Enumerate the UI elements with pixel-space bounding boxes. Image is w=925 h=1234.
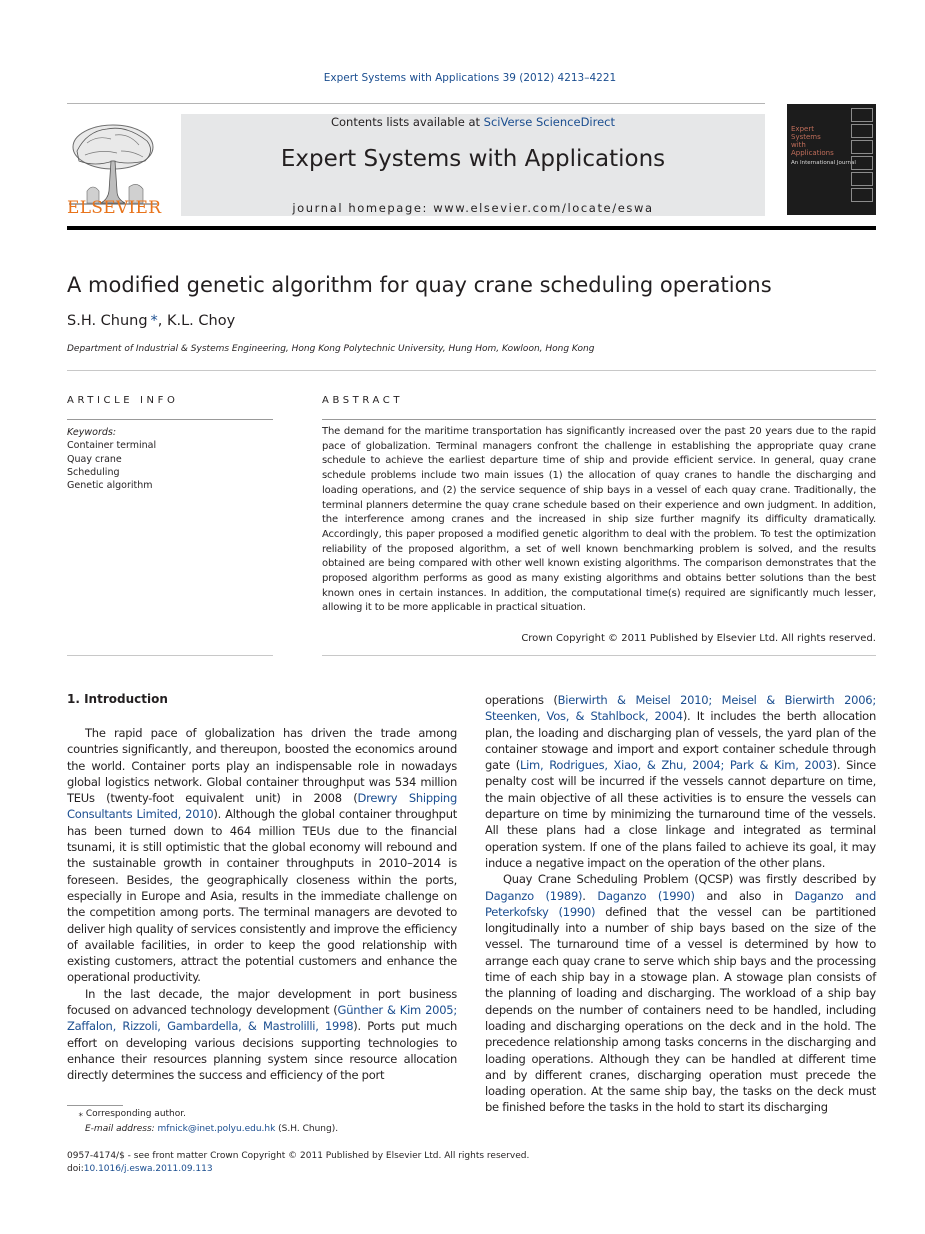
paragraph-text: ). Although the global container throughput has been turned down to 464 million TEUs due to the financial tsunami, it is still optimistic that the global economy will rebound and the sustainable growth in container throughputs in 2010–2014 is foreseen. Besides, the geographically closeness within the ports, especially in Europe and Asia, results in the immediate challenge on the competition among ports. The terminal managers are devoted to deliver high quality of services consistently and improve the efficiency of available facilities, in order to keep the good relationship with existing customers, attract the potential customers and enhance the operational productivity. xyxy=(67,807,457,985)
citation-link[interactable]: Lim, Rodrigues, Xiao, & Zhu, 2004; Park & Kim, 2003 xyxy=(519,758,833,773)
svg-text:Expert: Expert xyxy=(791,125,814,133)
doi-line xyxy=(67,1163,529,1176)
author-list xyxy=(67,313,235,329)
citation-link[interactable]: Drewry Shipping Consultants Limited, 2010 xyxy=(67,791,458,822)
email-label: E-mail address: xyxy=(85,1123,158,1134)
issn-line: 0957-4174/$ - see front matter Crown Copyright © 2011 Published by Elsevier Ltd. All rights reserved. xyxy=(67,1151,530,1161)
citation-link[interactable]: Daganzo and Peterkofsky (1990) xyxy=(485,888,877,919)
abstract-heading: ABSTRACT xyxy=(322,395,404,406)
abstract-copyright: Crown Copyright © 2011 Published by Elsevier Ltd. All rights reserved. xyxy=(521,633,876,644)
cover-subtitle: An International Journal xyxy=(791,160,856,166)
journal-cover-thumbnail[interactable] xyxy=(787,104,876,215)
email-link[interactable]: mfnick@inet.polyu.edu.hk xyxy=(157,1123,276,1134)
doi-link[interactable]: 10.1016/j.eswa.2011.09.113 xyxy=(83,1164,213,1174)
keywords-block xyxy=(67,426,156,492)
header-divider xyxy=(67,103,765,104)
footnote-text: Corresponding author. xyxy=(85,1109,186,1119)
cover-graphic-3 xyxy=(851,140,873,154)
author-name: S.H. Chung xyxy=(67,313,148,329)
doi-label: doi: xyxy=(67,1164,84,1174)
svg-text:Applications: Applications xyxy=(791,149,834,157)
citation-link[interactable]: Daganzo (1990) xyxy=(597,888,695,903)
contents-availability xyxy=(181,115,765,129)
paragraph-text: In the last decade, the major development in port business focused on advanced technology development ( xyxy=(67,986,457,1018)
cover-graphic-6 xyxy=(851,188,873,202)
keyword-item: Container terminal xyxy=(67,440,157,452)
cover-title-art xyxy=(791,124,839,160)
abstract-body: The demand for the maritime transportation has significantly increased over the past 20 years due to the rapid pace of globalization. Terminal managers confront the challenge in establishing the appropriate quay crane schedule to achieve the earliest departure time of ship and provide efficient service. In general, quay crane schedule problems include two main issues (1) the allocation of quay cranes to handle the discharging and loading operations, and (2) the service sequence of ship bays in a vessel of each quay crane. Traditionally, the terminal planners determine the quay crane schedule based on their experience and own judgment. In addition, the interference among cranes and the increased in ship size further magnify its difficulty dramatically. Accordingly, this paper proposed a modified genetic algorithm to deal with the problem. To test the optimization reliability of the proposed algorithm, a set of well known benchmarking problem is solved, and the results obtained are being compared with other well known existing algorithms. The comparison demonstrates that the proposed algorithm performs as good as many existing algorithms and obtains better solutions than the best known ones in certain instances. In addition, the computational time(s) required are significantly much lesser, allowing it to be more applicable in practical situation. xyxy=(322,426,876,614)
paragraph-text: ). It includes the berth allocation plan, the loading and discharging plan of vessels, the yard plan of the container stowage and import and export container schedule through gate ( xyxy=(485,709,877,773)
email-note xyxy=(67,1122,338,1137)
elsevier-wordmark: ELSEVIER xyxy=(67,198,162,218)
paragraph-text: and also in xyxy=(694,888,795,903)
cover-graphic-5 xyxy=(851,172,873,186)
author-separator: , xyxy=(157,313,167,329)
author-name: K.L. Choy xyxy=(166,313,236,329)
paragraph-text: operations ( xyxy=(485,693,558,707)
sciencedirect-link[interactable]: SciVerse ScienceDirect xyxy=(483,115,616,129)
citation-link[interactable]: Daganzo (1989) xyxy=(485,888,583,903)
cover-graphic-2 xyxy=(851,124,873,138)
body-paragraph xyxy=(485,692,876,871)
contents-prefix: Contents lists available at xyxy=(330,115,484,129)
homepage-url-link[interactable]: www.elsevier.com/locate/eswa xyxy=(433,201,654,215)
abstract-rule xyxy=(322,419,876,420)
footnote xyxy=(67,1107,338,1136)
article-title: A modified genetic algorithm for quay crane scheduling operations xyxy=(67,273,772,297)
keyword-item: Quay crane xyxy=(67,453,122,465)
keyword-item: Genetic algorithm xyxy=(67,480,153,492)
svg-text:Systems: Systems xyxy=(791,133,821,141)
section-divider xyxy=(67,370,876,371)
keywords-label: Keywords: xyxy=(67,427,117,438)
section-heading-introduction: 1. Introduction xyxy=(67,692,168,706)
header-thick-rule xyxy=(67,226,876,230)
journal-homepage xyxy=(181,201,765,215)
abstract-bottom-rule xyxy=(322,655,876,656)
author-affiliation: Department of Industrial & Systems Engineering, Hong Kong Polytechnic University, Hung Hom, Kowloon, Hong Kong xyxy=(67,344,595,354)
cover-title xyxy=(791,124,839,162)
svg-text:with: with xyxy=(791,141,806,149)
cover-graphic-1 xyxy=(851,108,873,122)
journal-reference[interactable]: Expert Systems with Applications 39 (2012) 4213–4221 xyxy=(323,72,617,84)
corresponding-author-marker[interactable]: * xyxy=(150,313,158,329)
footnote-marker: ⁎ xyxy=(78,1109,83,1119)
body-paragraph xyxy=(485,871,876,1115)
paragraph-text: The rapid pace of globalization has driven the trade among countries significantly, and thereupon, boosted the economics around the world. Container ports play an indispensable role in nowadays global logistics network. Global container throughput was 534 million TEUs (twenty-foot equivalent unit) in 2008 ( xyxy=(67,726,457,806)
cover-graphic-4 xyxy=(851,156,873,170)
keyword-item: Scheduling xyxy=(67,466,120,478)
article-info-heading: ARTICLE INFO xyxy=(67,395,179,406)
body-column-right xyxy=(485,692,876,1116)
paragraph-text: defined that the vessel can be partitioned longitudinally into a number of ship bays based on the size of the vessel. The turnaround time of a vessel is determined by how to arrange each quay crane to serve which ship bays and the processing time of each ship bay in a stowage plan. A stowage plan consists of the planning of loading and discharging. The workload of a ship bay depends on the number of containers need to be handled, including loading and discharging operations on the deck and in the hold. The precedence relationship among tasks concerns in the discharging and loading operations. Although they can be handled at different time and by different cranes, discharging operation must precede the loading operation. At the same ship bay, the tasks on the deck must be finished before the tasks in the hold to start its discharging xyxy=(485,904,876,1115)
paragraph-text: . xyxy=(582,888,598,903)
email-owner: (S.H. Chung). xyxy=(275,1123,339,1134)
homepage-prefix: journal homepage: xyxy=(292,201,434,215)
paragraph-text: ). Ports put much effort on developing various decisions supporting technologies to enhance their resources planning system since resource allocation directly determines the success and efficiency of the port xyxy=(67,1019,457,1083)
journal-title: Expert Systems with Applications xyxy=(280,146,666,172)
paragraph-text: ). Since penalty cost will be incurred if the vessels cannot departure on time, the main objective of all these activities is to ensure the vessels can departure on time by minimizing the turnaround time of the vessels. All these plans had a close linkage and integrated as terminal operation system. If one of the plans failed to achieve its goal, it may induce a negative impact on the operation of the other plans. xyxy=(485,758,877,870)
body-paragraph xyxy=(67,725,457,986)
footnote-rule xyxy=(67,1105,123,1106)
paragraph-text: Quay Crane Scheduling Problem (QCSP) was firstly described by xyxy=(503,872,876,887)
article-info-bottom-rule xyxy=(67,655,273,656)
body-paragraph xyxy=(67,986,457,1084)
citation-link[interactable]: Bierwirth & Meisel 2010; Meisel & Bierwirth 2006; Steenken, Vos, & Stahlbock, 2004 xyxy=(485,693,876,724)
body-column-left xyxy=(67,725,457,1084)
corresponding-author-note xyxy=(67,1107,338,1122)
article-info-rule xyxy=(67,419,273,420)
citation-link[interactable]: Günther & Kim 2005; Zaffalon, Rizzoli, Gambardella, & Mastrolilli, 1998 xyxy=(67,1003,457,1034)
publication-metadata xyxy=(67,1150,529,1176)
